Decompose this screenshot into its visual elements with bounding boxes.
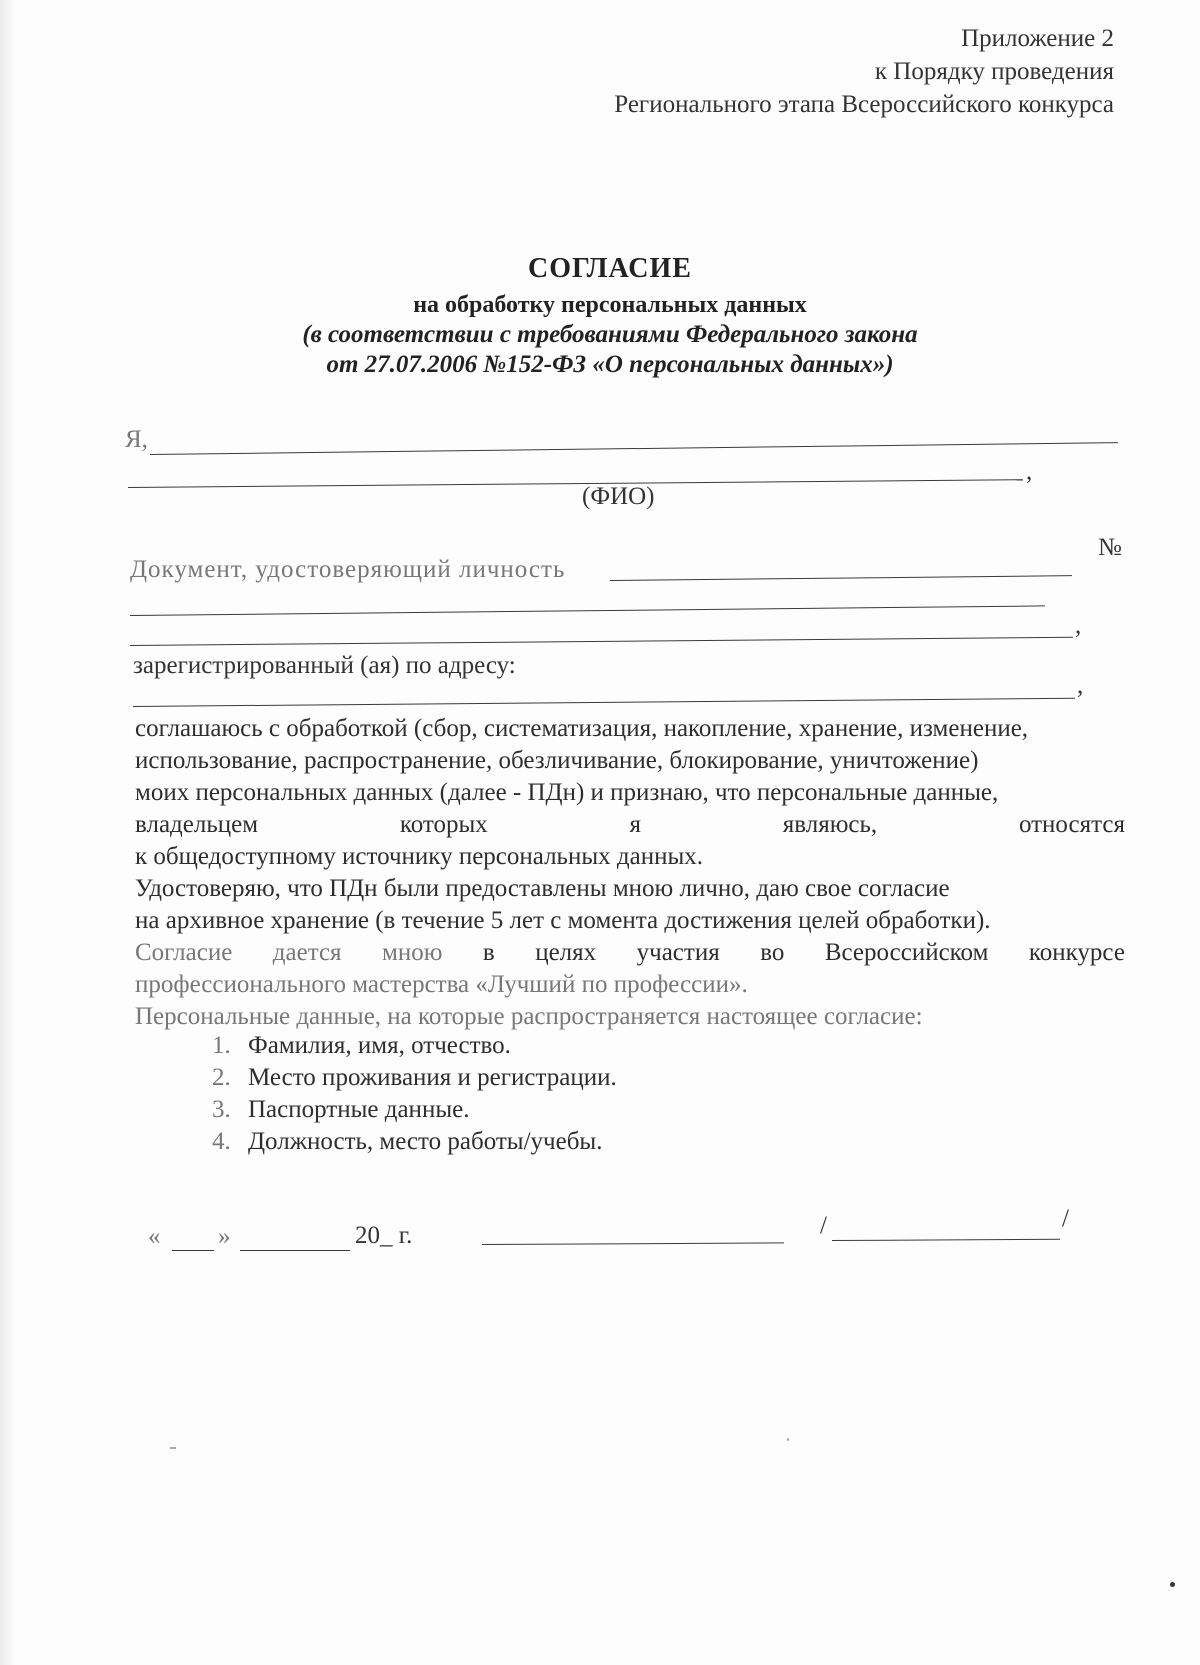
paragraph-1-line-2: использование, распространение, обезличивание, блокирование, уничтожение) bbox=[135, 747, 979, 774]
list-item-number: 4. bbox=[212, 1128, 231, 1155]
signature-line[interactable] bbox=[482, 1242, 784, 1245]
fio-line-1[interactable] bbox=[150, 442, 1118, 455]
word: Согласие bbox=[135, 939, 233, 966]
address-comma: , bbox=[1077, 672, 1084, 699]
paragraph-2 bbox=[135, 873, 1125, 937]
list-item-text: Фамилия, имя, отчество. bbox=[248, 1032, 511, 1059]
paragraph-3-line-2: профессионального мастерства «Лучший по профессии». bbox=[135, 971, 748, 998]
word: в bbox=[482, 939, 495, 966]
paragraph-2-line-2: на архивное хранение (в течение 5 лет с момента достижения целей обработки). bbox=[135, 907, 991, 934]
fio-caption: (ФИО) bbox=[582, 483, 655, 510]
paragraph-3-line-1 bbox=[135, 937, 1125, 969]
name-slash-close: / bbox=[1062, 1205, 1069, 1232]
paragraph-1-line-5: к общедоступному источнику персональных данных. bbox=[135, 843, 704, 870]
paragraph-1 bbox=[135, 713, 1125, 873]
list-item bbox=[212, 1094, 617, 1126]
number-sign: № bbox=[1098, 534, 1122, 561]
scan-speck bbox=[1170, 1582, 1175, 1587]
appendix-header bbox=[614, 22, 1114, 121]
day-line[interactable] bbox=[172, 1250, 214, 1251]
word: дается bbox=[272, 939, 342, 966]
fio-line-2[interactable] bbox=[128, 479, 1023, 488]
appendix-line-3: Регионального этапа Всероссийского конкурса bbox=[614, 91, 1114, 118]
word: которых bbox=[399, 811, 488, 838]
scan-speck bbox=[170, 1447, 176, 1449]
document-number-line-1[interactable] bbox=[130, 605, 1045, 616]
word: я bbox=[629, 811, 642, 838]
word: целях bbox=[535, 939, 597, 966]
paragraph-1-line-3: моих персональных данных (далее - ПДн) и признаю, что персональные данные, bbox=[135, 779, 999, 806]
list-item bbox=[212, 1062, 617, 1094]
document-subtitle: на обработку персональных данных bbox=[413, 292, 807, 318]
date-quote-open: « bbox=[148, 1223, 161, 1250]
consent-data-list bbox=[212, 1030, 617, 1158]
list-item-text: Место проживания и регистрации. bbox=[248, 1064, 617, 1091]
appendix-line-1: Приложение 2 bbox=[961, 25, 1114, 52]
list-item bbox=[212, 1126, 617, 1158]
month-line[interactable] bbox=[240, 1250, 350, 1251]
law-reference-line-1: (в соответствии с требованиями Федерального закона bbox=[302, 321, 918, 348]
list-item-number: 2. bbox=[212, 1064, 231, 1091]
paragraph-3 bbox=[135, 937, 1125, 1001]
i-prefix: Я, bbox=[125, 426, 148, 453]
fio-comma: , bbox=[1026, 458, 1033, 485]
list-item-number: 1. bbox=[212, 1032, 231, 1059]
address-label: зарегистрированный (ая) по адресу: bbox=[133, 652, 516, 679]
consent-body bbox=[135, 713, 1125, 1033]
year-label: 20_ г. bbox=[355, 1222, 413, 1249]
title-block bbox=[230, 252, 990, 380]
scan-edge-shadow bbox=[0, 0, 14, 1665]
word: владельцем bbox=[135, 811, 259, 838]
list-item-number: 3. bbox=[212, 1096, 231, 1123]
document-number-line-2[interactable] bbox=[130, 637, 1073, 646]
word: являюсь, bbox=[782, 811, 878, 838]
list-item bbox=[212, 1030, 617, 1062]
word: конкурсе bbox=[1028, 939, 1125, 966]
paragraph-1-line-1: соглашаюсь с обработкой (сбор, систематизация, накопление, хранение, изменение, bbox=[135, 715, 1029, 742]
name-transcript-line[interactable] bbox=[832, 1239, 1060, 1241]
word: Всероссийском bbox=[824, 939, 989, 966]
paragraph-2-line-1: Удостоверяю, что ПДн были предоставлены мною лично, даю свое согласие bbox=[135, 875, 950, 902]
list-item-text: Паспортные данные. bbox=[248, 1096, 470, 1123]
paragraph-1-line-4 bbox=[135, 809, 1125, 841]
law-reference-line-2: от 27.07.2006 №152-ФЗ «О персональных данных») bbox=[326, 351, 894, 378]
address-line[interactable] bbox=[133, 698, 1075, 707]
name-slash-open: / bbox=[820, 1212, 827, 1239]
paragraph-4: Персональные данные, на которые распространяется настоящее согласие: bbox=[135, 1003, 923, 1030]
appendix-line-2: к Порядку проведения bbox=[874, 58, 1114, 85]
word: во bbox=[760, 939, 785, 966]
date-quote-close: » bbox=[218, 1223, 231, 1250]
word: мною bbox=[382, 939, 443, 966]
word: участия bbox=[636, 939, 720, 966]
word: относятся bbox=[1018, 811, 1125, 838]
list-item-text: Должность, место работы/учебы. bbox=[248, 1128, 603, 1155]
scan-speck bbox=[787, 1438, 789, 1441]
document-title: СОГЛАСИЕ bbox=[528, 253, 692, 284]
document-label: Документ, удостоверяющий личность bbox=[130, 556, 566, 583]
document-type-line[interactable] bbox=[610, 575, 1072, 581]
document-comma: , bbox=[1075, 612, 1082, 639]
